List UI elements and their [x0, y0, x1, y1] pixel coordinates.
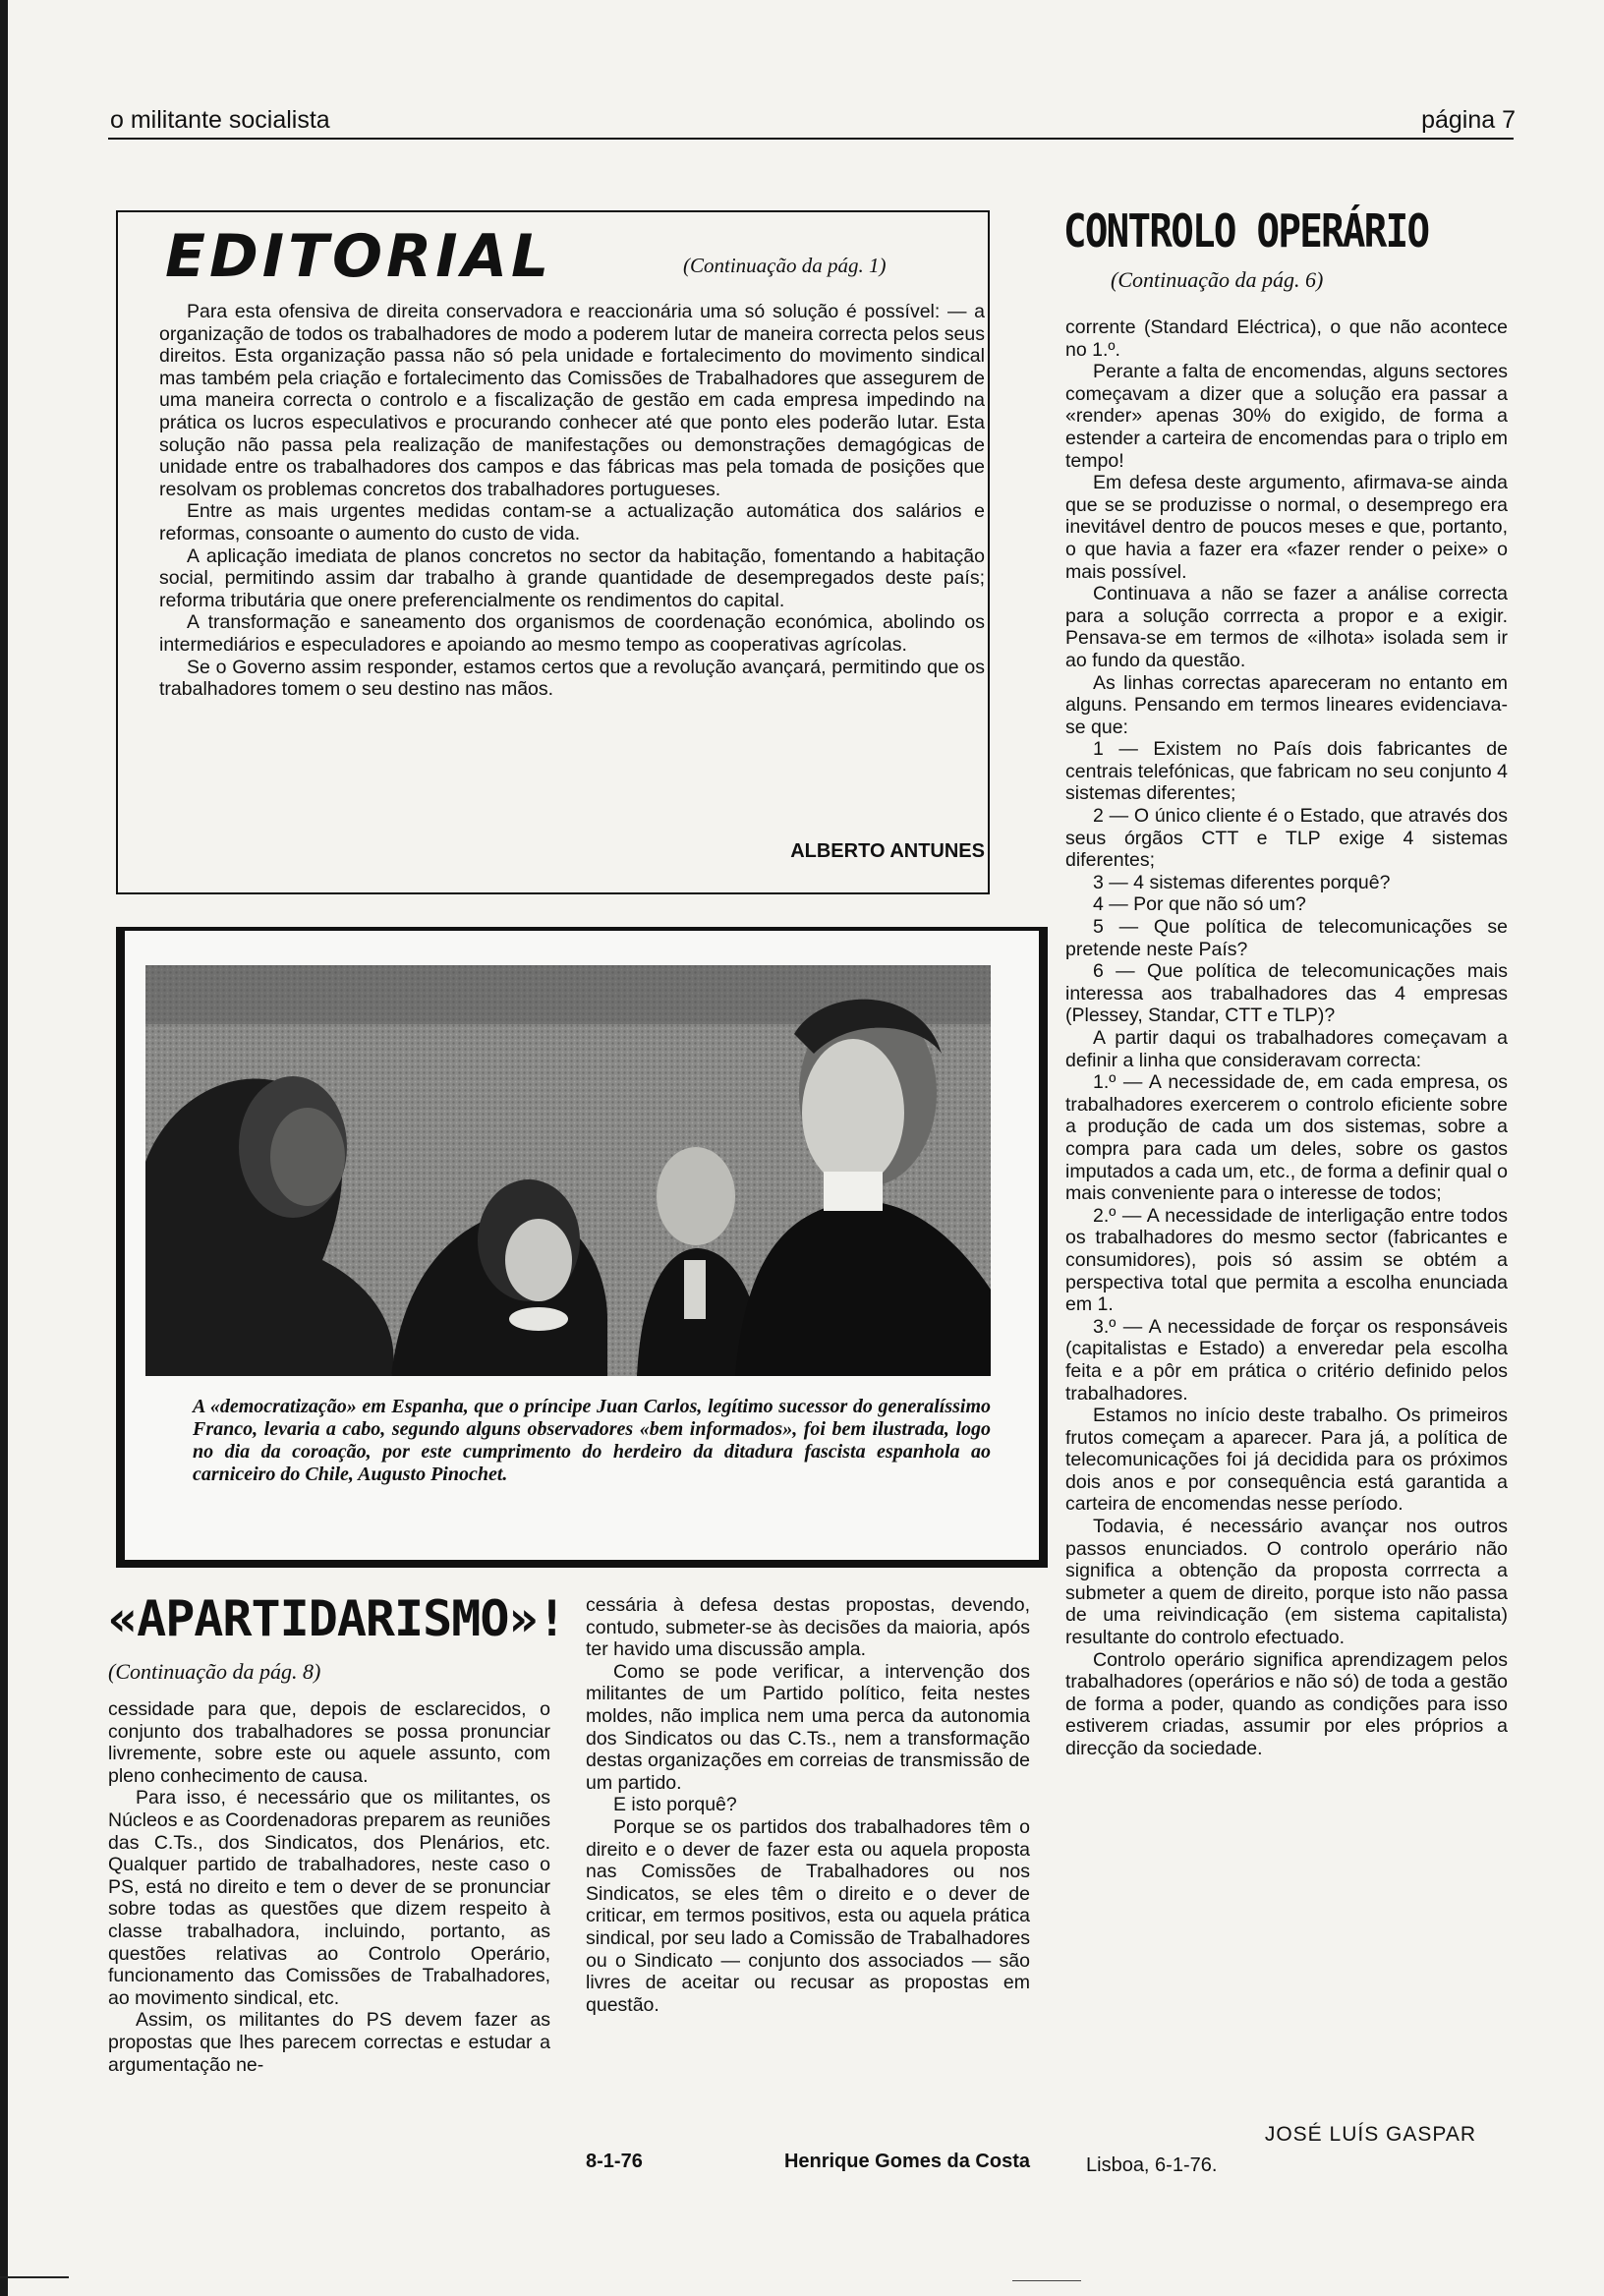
publication-title: o militante socialista [110, 106, 330, 134]
editorial-continuation: (Continuação da pág. 1) [683, 254, 887, 277]
editorial-title: EDITORIAL [165, 222, 553, 291]
scan-mark [1012, 2280, 1081, 2281]
editorial-paragraph: A aplicação imediata de planos concretos no sector da habitação, fomentando a habitação social, permitindo assim dar trabalho à grande quantidade de desempregados deste país; reforma tributária que onere preferencialmente os rendimentos do capital. [159, 545, 985, 611]
press-photo [145, 965, 991, 1376]
controlo-paragraph: 4 — Por que não só um? [1093, 893, 1306, 916]
page-edge [0, 0, 8, 2296]
apartidarismo-col2 [586, 1594, 1030, 2016]
controlo-paragraph: 3.º — A necessidade de forçar os responsáveis (capitalistas e Estado) a enveredar pela escolha feita e a pôr em prática o critério definido pelos trabalhadores. [1065, 1315, 1508, 1405]
apartidarismo-paragraph: Para isso, é necessário que os militantes, os Núcleos e as Coordenadoras preparem as reuniões das C.Ts., dos Sindicatos, dos Plenários, etc. Qualquer partido de trabalhadores, neste caso o PS, está no direito e tem o dever de se pronunciar sobre todas as questões que dizem respeito à classe trabalhadora, incluindo, portanto, as questões relativas ao Controlo Operário, funcionamento das Comissões de Trabalhadores, ao movimento sindical, etc. [108, 1787, 550, 2009]
controlo-title: CONTROLO OPERÁRIO [1063, 204, 1429, 258]
page-number: página 7 [1421, 106, 1516, 134]
apartidarismo-paragraph: cessidade para que, depois de esclarecidos, o conjunto dos trabalhadores se possa pronunciar livremente, sobre este ou aquele assunto, com pleno conhecimento de causa. [108, 1698, 550, 1787]
editorial-author: ALBERTO ANTUNES [790, 840, 985, 862]
photo-caption: A «democratização» em Espanha, que o príncipe Juan Carlos, legítimo sucessor do generalíssimo Franco, levaria a cabo, segundo alguns observadores «bem informados», foi bem ilustrada, logo no dia da coroação, por este cumprimento do herdeiro da ditadura fascista espanhola ao carniceiro do Chile, Augusto Pinochet. [193, 1396, 991, 1485]
apartidarismo-paragraph: cessária à defesa destas propostas, devendo, contudo, submeter-se às decisões da maioria, após ter havido uma discussão ampla. [586, 1594, 1030, 1661]
editorial-body [159, 301, 985, 701]
editorial-paragraph: Para esta ofensiva de direita conservadora e reaccionária uma só solução é possível: — a organização de todos os trabalhadores de modo a poderem lutar de maneira correcta pelos seus direitos. Esta organização passa não só pela unidade e fortalecimento do movimento sindical mas também pela criação e fortalecimento das Comissões de Trabalhadores que assegurem de uma maneira correcta o controlo e a fiscalização de gestão em cada empresa impedindo na prática os lucros especulativos e procurando conhecer até que ponto eles poderão lutar. Esta solução não passa pela realização de manifestações ou demonstrações demagógicas de unidade entre os trabalhadores dos campos e das fábricas mas pela tomada de posições que resolvam os problemas concretos dos trabalhadores portugueses. [159, 301, 985, 500]
controlo-paragraph: 2 — O único cliente é o Estado, que através dos seus órgãos CTT e TLP exige 4 sistemas diferentes; [1065, 805, 1508, 872]
editorial-paragraph: A transformação e saneamento dos organismos de coordenação económica, abolindo os intermediários e especuladores e apoiando ao mesmo tempo as cooperativas agrícolas. [159, 611, 985, 656]
controlo-paragraph: 2.º — A necessidade de interligação entre todos os trabalhadores do mesmo sector (fabricantes e consumidores), pois só assim se obtém a perspectiva total que permita a escolha enunciada em 1. [1065, 1204, 1508, 1316]
apartidarismo-date: 8-1-76 [586, 2151, 643, 2172]
controlo-paragraph: Continuava a não se fazer a análise correcta para a solução corrrecta a propor e a exigir. Pensava-se em termos de «ilhota» isolada sem ir ao fundo da questão. [1065, 583, 1508, 671]
controlo-paragraph: A partir daqui os trabalhadores começavam a definir a linha que consideravam correcta: [1065, 1027, 1508, 1071]
apartidarismo-author: Henrique Gomes da Costa [783, 2151, 1030, 2172]
controlo-paragraph: Controlo operário significa aprendizagem pelos trabalhadores (operários e não só) de toda a gestão de forma a poder, quando as condições para isso estiverem criadas, assumir por eles próprios a direcção da sociedade. [1065, 1648, 1508, 1759]
controlo-author: JOSÉ LUÍS GASPAR [1264, 2123, 1476, 2146]
photo-illustration [145, 965, 991, 1376]
apartidarismo-paragraph: Como se pode verificar, a intervenção dos militantes de um Partido político, feita nestes moldes, não implica nem uma perca da autonomia dos Sindicatos ou das C.Ts., nem a transformação destas organizações em correias de transmissão de um partido. [586, 1660, 1030, 1794]
controlo-paragraph: 5 — Que política de telecomunicações se pretende neste País? [1065, 916, 1508, 960]
controlo-paragraph: Todavia, é necessário avançar nos outros passos enunciados. O controlo operário não significa a obtenção da proposta corrrecta a submeter a quem de direito, porque isto não passa de uma reivindicação (em sistema capitalista) resultante do controlo efectuado. [1065, 1516, 1508, 1649]
header-rule [108, 138, 1514, 140]
apartidarismo-title: «APARTIDARISMO»! [108, 1590, 566, 1647]
apartidarismo-continuation: (Continuação da pág. 8) [108, 1659, 321, 1684]
controlo-paragraph: 1 — Existem no País dois fabricantes de centrais telefónicas, que fabricam no seu conjunto 4 sistemas diferentes; [1065, 738, 1508, 805]
editorial-paragraph: Se o Governo assim responder, estamos certos que a revolução avançará, permitindo que os trabalhadores tomem o seu destino nas mãos. [159, 656, 985, 701]
apartidarismo-paragraph: E isto porquê? [613, 1794, 737, 1816]
controlo-paragraph: 6 — Que política de telecomunicações mais interessa aos trabalhadores das 4 empresas (Plessey, Standar, CTT e TLP)? [1065, 960, 1508, 1027]
controlo-body [1065, 316, 1508, 1760]
scan-mark [0, 2276, 69, 2278]
apartidarismo-paragraph: Assim, os militantes do PS devem fazer as propostas que lhes parecem correctas e estudar a argumentação ne- [108, 2009, 550, 2076]
editorial-paragraph: Entre as mais urgentes medidas contam-se a actualização automática dos salários e reformas, consoante o aumento do custo de vida. [159, 500, 985, 545]
controlo-paragraph: Em defesa deste argumento, afirmava-se ainda que se se produzisse o normal, o desemprego era inevitável dentro de poucos meses e que, portanto, o que havia a fazer era «fazer render o peixe» o mais possível. [1065, 472, 1508, 583]
controlo-place-date: Lisboa, 6-1-76. [1086, 2154, 1218, 2176]
controlo-paragraph: As linhas correctas apareceram no entanto em alguns. Pensando em termos lineares evidenciava-se que: [1065, 671, 1508, 738]
controlo-paragraph: Estamos no início deste trabalho. Os primeiros frutos começam a aparecer. Para já, a política de telecomunicações foi já decidida para os próximos dois anos e por consequência está garantida a carteira de encomendas nesse período. [1065, 1405, 1508, 1516]
apartidarismo-paragraph: Porque se os partidos dos trabalhadores têm o direito e o dever de fazer esta ou aquela proposta nas Comissões de Trabalhadores ou nos Sindicatos, se eles têm o direito e o dever de criticar, em termos positivos, esta ou aquela prática sindical, por seu lado a Comissão de Trabalhadores ou o Sindicato — conjunto dos associados — são livres de aceitar ou recusar as propostas em questão. [586, 1815, 1030, 2016]
controlo-paragraph: corrente (Standard Eléctrica), o que não acontece no 1.º. [1065, 316, 1508, 361]
controlo-paragraph: Perante a falta de encomendas, alguns sectores começavam a dizer que a solução era passar a «render» apenas 30% do exigido, de forma a estender a carteira de encomendas para o triplo em tempo! [1065, 361, 1508, 472]
controlo-paragraph: 1.º — A necessidade de, em cada empresa, os trabalhadores exercerem o controlo eficiente sobre a produção de cada um dos sistemas, sobre a compra para cada um deles, sobre os gastos imputados a cada um, etc., de forma a definir qual o mais conveniente para o interesse de todos; [1065, 1071, 1508, 1205]
controlo-paragraph: 3 — 4 sistemas diferentes porquê? [1093, 871, 1391, 893]
controlo-continuation: (Continuação da pág. 6) [1111, 267, 1324, 292]
apartidarismo-col1 [108, 1698, 550, 2076]
